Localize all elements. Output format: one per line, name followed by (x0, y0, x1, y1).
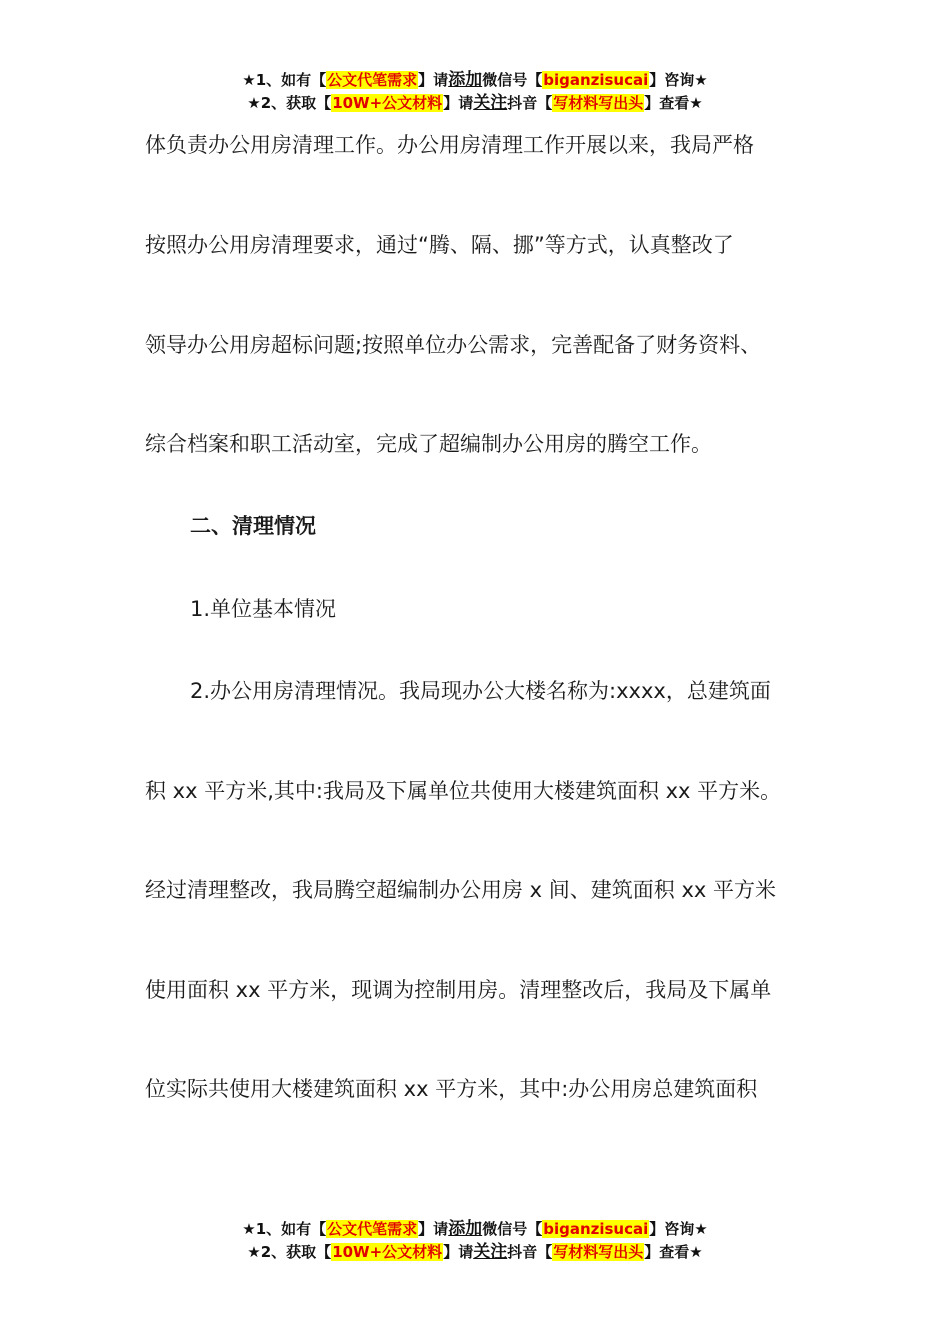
paragraph-line: 经过清理整改，我局腾空超编制办公用房 x 间、建筑面积 xx 平方米 (145, 878, 776, 902)
banner-line-2 (0, 1241, 950, 1264)
banner-text: 】查看★ (644, 1243, 703, 1261)
banner-text: 】请 (443, 1243, 474, 1261)
paragraph-line: 积 xx 平方米,其中:我局及下属单位共使用大楼建筑面积 xx 平方米。 (145, 779, 782, 803)
banner-highlight: 公文代笔需求 (327, 1220, 418, 1238)
banner-text: 】咨询★ (649, 71, 708, 89)
list-item: 1.单位基本情况 (190, 597, 337, 621)
banner-line-1 (0, 69, 950, 92)
banner-text: 】请 (418, 71, 449, 89)
banner-text: 微信号【 (482, 71, 543, 89)
banner-highlight: 10W+公文材料 (332, 1243, 443, 1261)
banner-text: ★2、获取【 (247, 1243, 332, 1261)
banner-emphasis: 添加 (448, 1219, 483, 1239)
footer-banner (0, 1218, 950, 1264)
banner-text: 】请 (443, 94, 474, 112)
section-heading: 二、清理情况 (190, 514, 316, 538)
paragraph-line: 按照办公用房清理要求，通过“腾、隔、挪”等方式，认真整改了 (145, 233, 734, 257)
banner-wechat-id: biganzisucai (543, 1220, 649, 1238)
banner-emphasis: 添加 (448, 70, 483, 90)
banner-emphasis: 关注 (473, 1242, 508, 1262)
banner-text: 微信号【 (482, 1220, 543, 1238)
banner-text: 】请 (418, 1220, 449, 1238)
banner-wechat-id: biganzisucai (543, 71, 649, 89)
paragraph-line: 综合档案和职工活动室，完成了超编制办公用房的腾空工作。 (145, 432, 712, 456)
banner-highlight: 10W+公文材料 (332, 94, 443, 112)
banner-emphasis: 关注 (473, 93, 508, 113)
paragraph-line: 位实际共使用大楼建筑面积 xx 平方米，其中:办公用房总建筑面积 (145, 1077, 758, 1101)
header-banner (0, 69, 950, 115)
banner-text: ★1、如有【 (242, 1220, 327, 1238)
banner-text: 抖音【 (507, 94, 553, 112)
banner-line-1 (0, 1218, 950, 1241)
banner-text: ★1、如有【 (242, 71, 327, 89)
paragraph-line: 领导办公用房超标问题;按照单位办公需求，完善配备了财务资料、 (145, 333, 762, 357)
banner-douyin-id: 写材料写出头 (553, 1243, 644, 1261)
paragraph-line: 体负责办公用房清理工作。办公用房清理工作开展以来，我局严格 (145, 133, 754, 157)
banner-text: 】咨询★ (649, 1220, 708, 1238)
list-item: 2.办公用房清理情况。我局现办公大楼名称为:xxxx，总建筑面 (190, 679, 771, 703)
banner-douyin-id: 写材料写出头 (553, 94, 644, 112)
banner-line-2 (0, 92, 950, 115)
banner-text: 】查看★ (644, 94, 703, 112)
banner-text: 抖音【 (507, 1243, 553, 1261)
banner-text: ★2、获取【 (247, 94, 332, 112)
paragraph-line: 使用面积 xx 平方米，现调为控制用房。清理整改后，我局及下属单 (145, 978, 772, 1002)
banner-highlight: 公文代笔需求 (327, 71, 418, 89)
